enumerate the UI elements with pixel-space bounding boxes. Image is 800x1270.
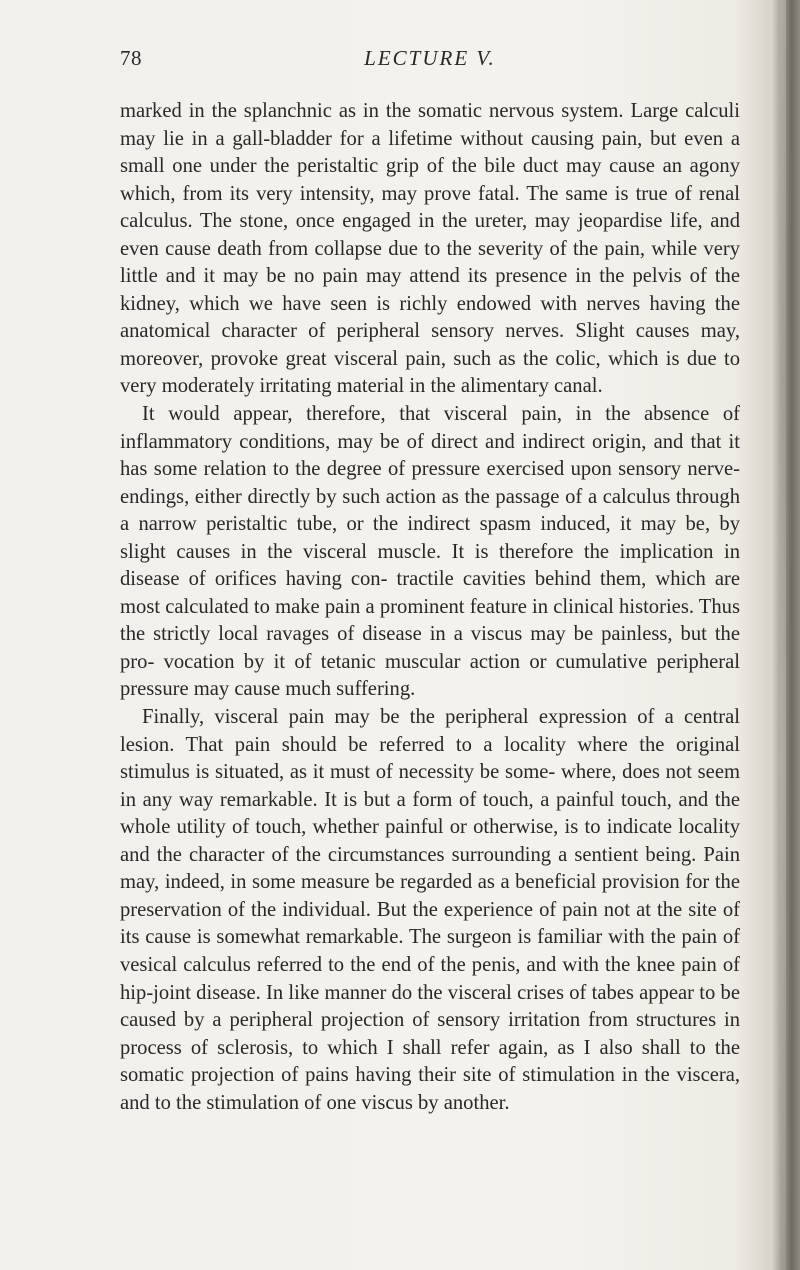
page-number: 78 (120, 46, 142, 70)
page-edge-highlight (780, 0, 786, 1270)
page-edge-shadow (772, 0, 800, 1270)
paragraph-3: Finally, visceral pain may be the peripheral expression of a central lesion. That pain should be referred to a locality where the original stimulus is situated, as it must of necessity be some- where, does not seem in any way remarkable. It is but a form of touch, a painful touch, and the whole utility of touch, whether painful or otherwise, is to indicate locality and the character of the circumstances surrounding a sentient being. Pain may, indeed, in some measure be regarded as a beneficial provision for the preservation of the individual. But the experience of pain not at the site of its cause is somewhat remarkable. The surgeon is familiar with the pain of vesical calculus referred to the end of the penis, and with the knee pain of hip-joint disease. In like manner do the visceral crises of tabes appear to be caused by a peripheral projection of sensory irritation from structures in process of sclerosis, to which I shall refer again, as I also shall to the somatic projection of pains having their site of stimulation in the viscera, and to the stimulation of one viscus by another. (120, 706, 740, 1114)
running-head: LECTURE V. (364, 46, 496, 70)
page-header (120, 46, 740, 86)
body-text (120, 98, 740, 1117)
paragraph-1: marked in the splanchnic as in the somatic nervous system. Large calculi may lie in a gall-bladder for a lifetime without causing pain, but even a small one under the peristaltic grip of the bile duct may cause an agony which, from its very intensity, may prove fatal. The same is true of renal calculus. The stone, once engaged in the ureter, may jeopardise life, and even cause death from collapse due to the severity of the pain, while very little and it may be no pain may attend its presence in the pelvis of the kidney, which we have seen is richly endowed with nerves having the anatomical character of peripheral sensory nerves. Slight causes may, moreover, provoke great visceral pain, such as the colic, which is due to very moderately irritating material in the alimentary canal. (120, 100, 740, 398)
paragraph-2: It would appear, therefore, that visceral pain, in the absence of inflammatory conditions, may be of direct and indirect origin, and that it has some relation to the degree of pressure exercised upon sensory nerve-endings, either directly by such action as the passage of a calculus through a narrow peristaltic tube, or the indirect spasm induced, it may be, by slight causes in the visceral muscle. It is therefore the implication in disease of orifices having con- tractile cavities behind them, which are most calculated to make pain a prominent feature in clinical histories. Thus the strictly local ravages of disease in a viscus may be painless, but the pro- vocation by it of tetanic muscular action or cumulative peripheral pressure may cause much suffering. (120, 403, 740, 701)
